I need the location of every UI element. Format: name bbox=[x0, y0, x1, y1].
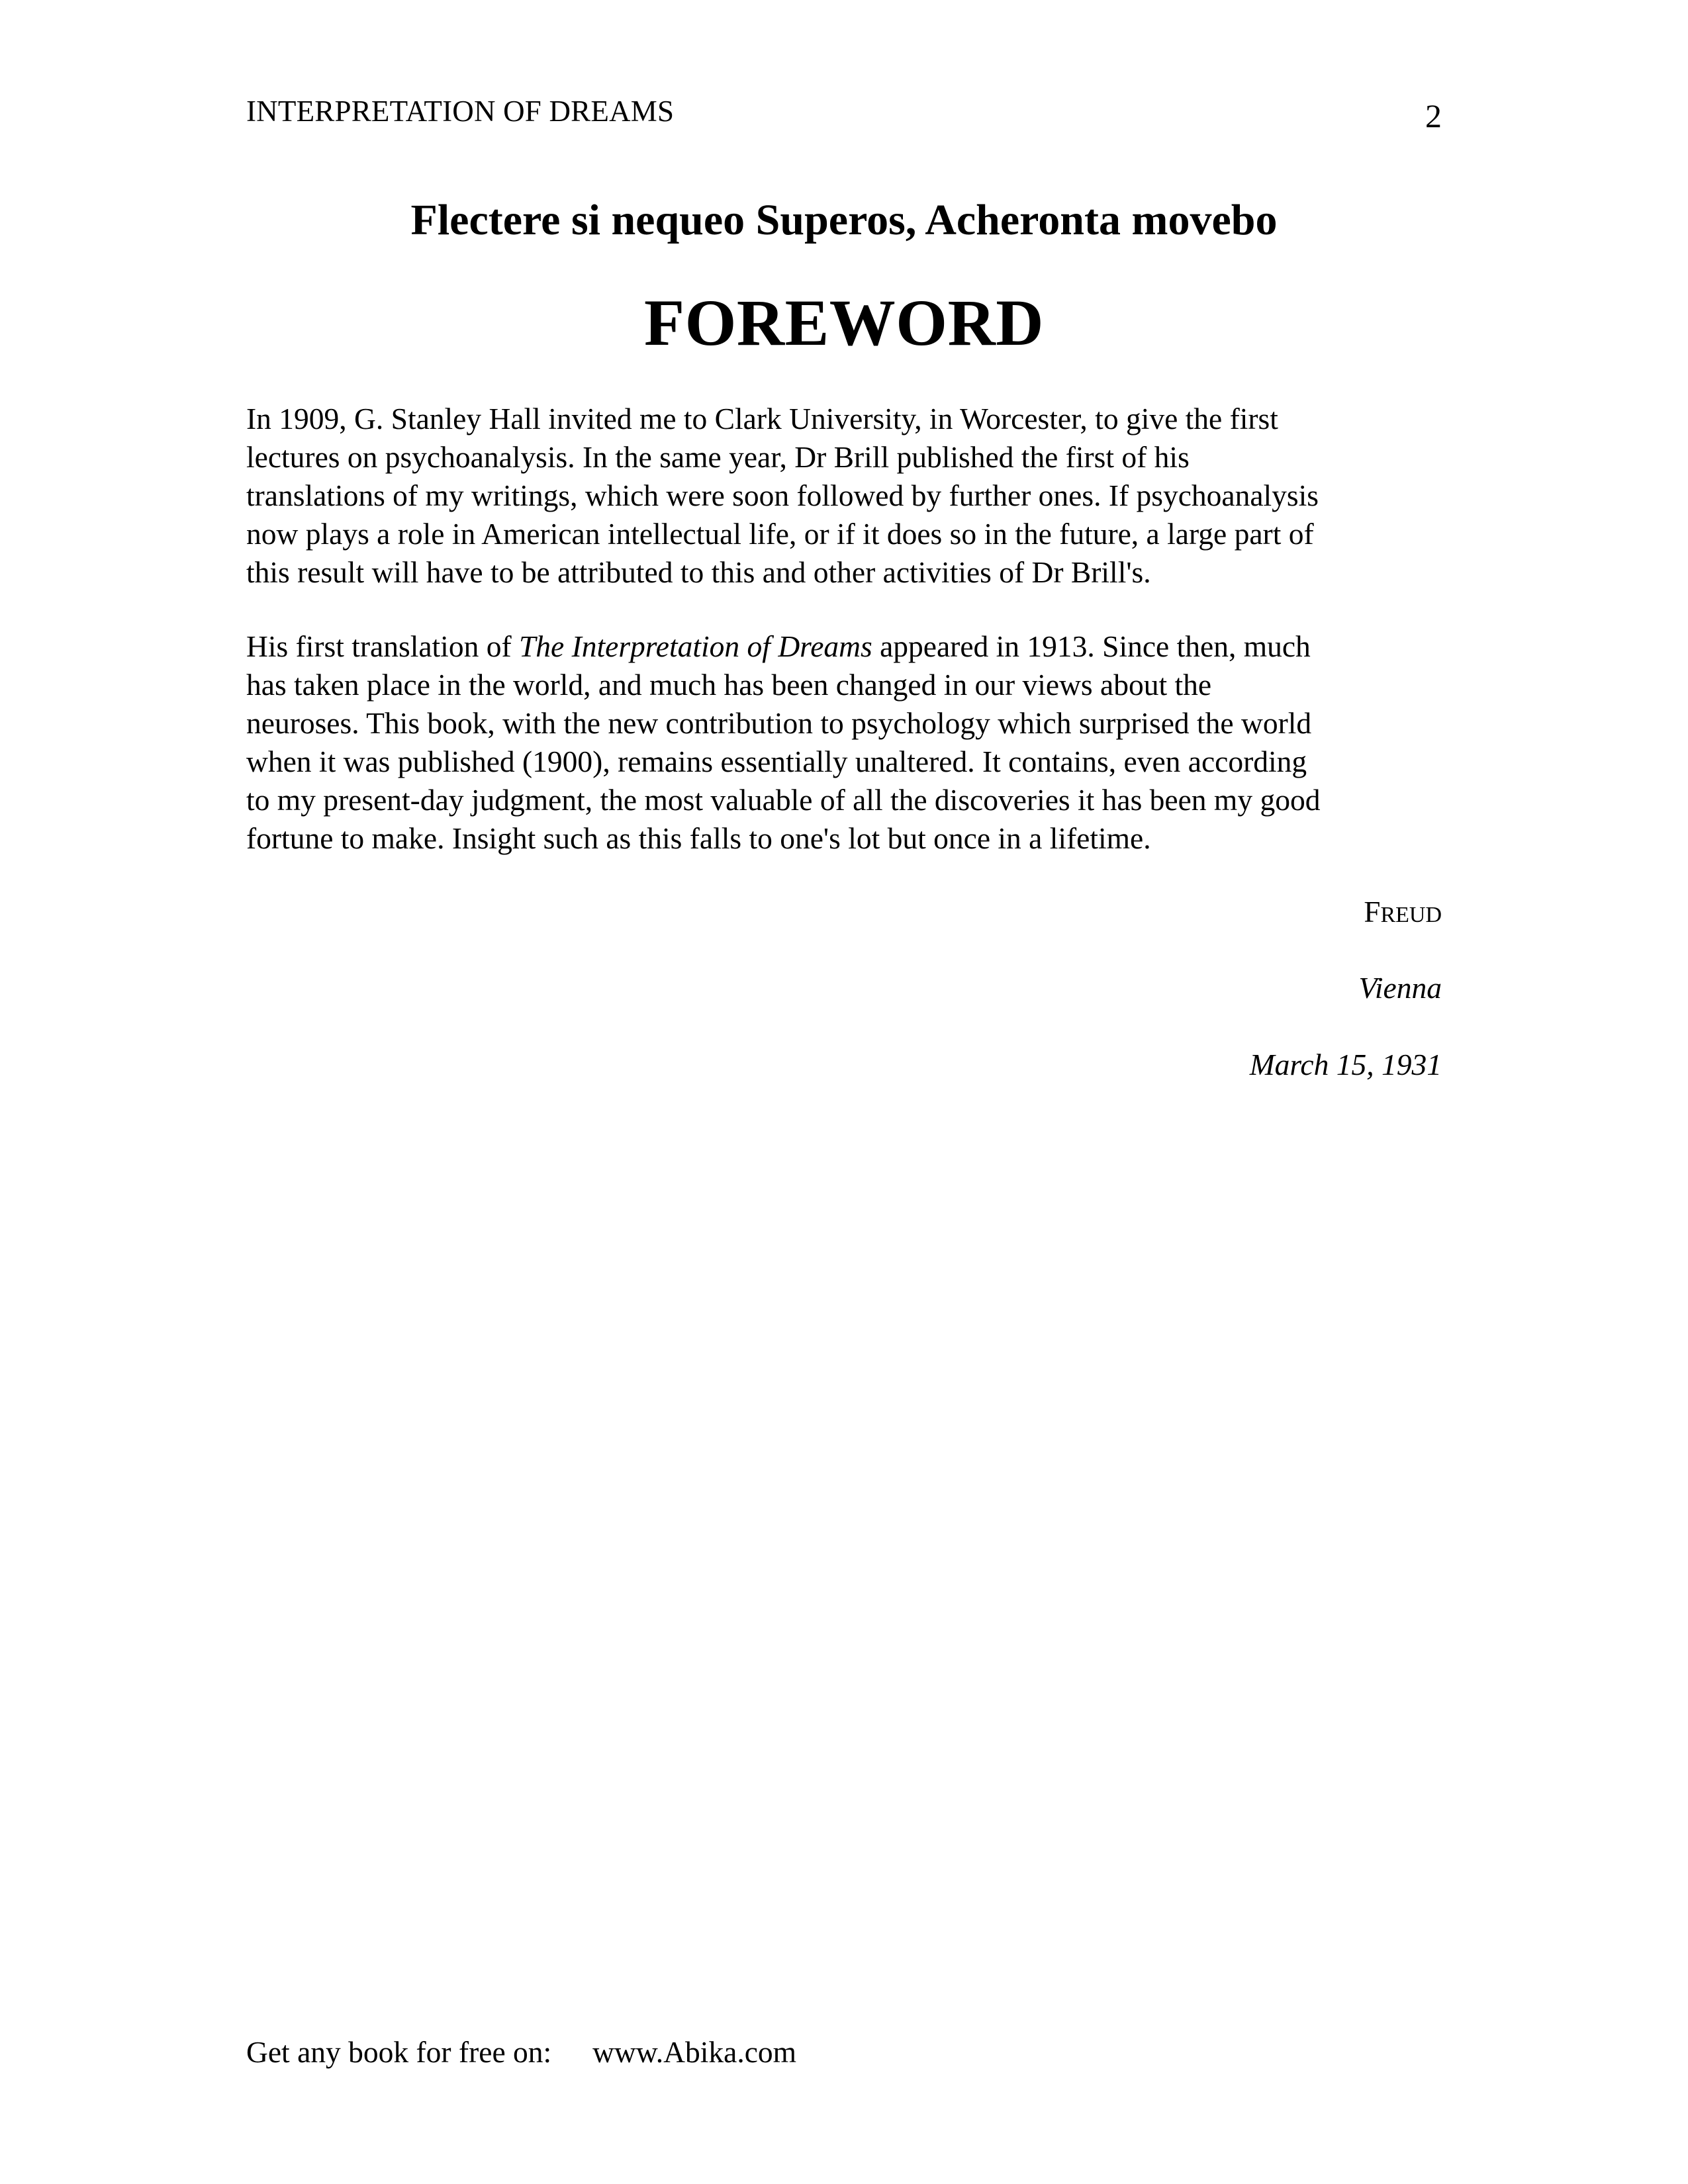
page-number: 2 bbox=[1425, 97, 1442, 134]
paragraph-2-line: fortune to make. Insight such as this falls to one's lot but once in a lifetime. bbox=[246, 821, 1151, 855]
paragraph-2-text: appeared in 1913. Since then, much bbox=[872, 629, 1311, 663]
paragraph-1 bbox=[246, 400, 1451, 592]
paragraph-1-line: translations of my writings, which were soon followed by further ones. If psychoanalysis bbox=[246, 478, 1319, 512]
paragraph-2-text: His first translation of bbox=[246, 629, 519, 663]
signature-initial: F bbox=[1364, 895, 1381, 929]
footer bbox=[246, 2037, 796, 2068]
paragraph-2-line: to my present-day judgment, the most valuable of all the discoveries it has been my good bbox=[246, 783, 1321, 817]
paragraph-1-line: In 1909, G. Stanley Hall invited me to Clark University, in Worcester, to give the first bbox=[246, 402, 1278, 435]
paragraph-2 bbox=[246, 627, 1451, 858]
paragraph-1-line: this result will have to be attributed to this and other activities of Dr Brill's. bbox=[246, 555, 1151, 589]
footer-text: Get any book for free on: bbox=[246, 2035, 552, 2069]
signature-small-caps: REUD bbox=[1380, 903, 1442, 927]
paragraph-1-line: now plays a role in American intellectual life, or if it does so in the future, a large part of bbox=[246, 517, 1314, 551]
signature-name bbox=[1364, 897, 1442, 927]
paragraph-2-line: neuroses. This book, with the new contribution to psychology which surprised the world bbox=[246, 706, 1312, 740]
signature-place: Vienna bbox=[1358, 971, 1442, 1005]
signature-date: March 15, 1931 bbox=[1249, 1048, 1442, 1081]
epigraph: Flectere si nequeo Superos, Acheronta movebo bbox=[410, 196, 1278, 244]
paragraph-2-line: has taken place in the world, and much has been changed in our views about the bbox=[246, 668, 1212, 702]
running-head-title: INTERPRETATION OF DREAMS bbox=[246, 95, 675, 128]
footer-link[interactable]: www.Abika.com bbox=[592, 2035, 797, 2069]
paragraph-2-line: when it was published (1900), remains essentially unaltered. It contains, even according bbox=[246, 745, 1307, 778]
section-title: FOREWORD bbox=[644, 286, 1044, 359]
book-title-italic: The Interpretation of Dreams bbox=[518, 629, 872, 663]
paragraph-1-line: lectures on psychoanalysis. In the same year, Dr Brill published the first of his bbox=[246, 440, 1190, 474]
paragraph-2-line bbox=[246, 627, 1451, 666]
